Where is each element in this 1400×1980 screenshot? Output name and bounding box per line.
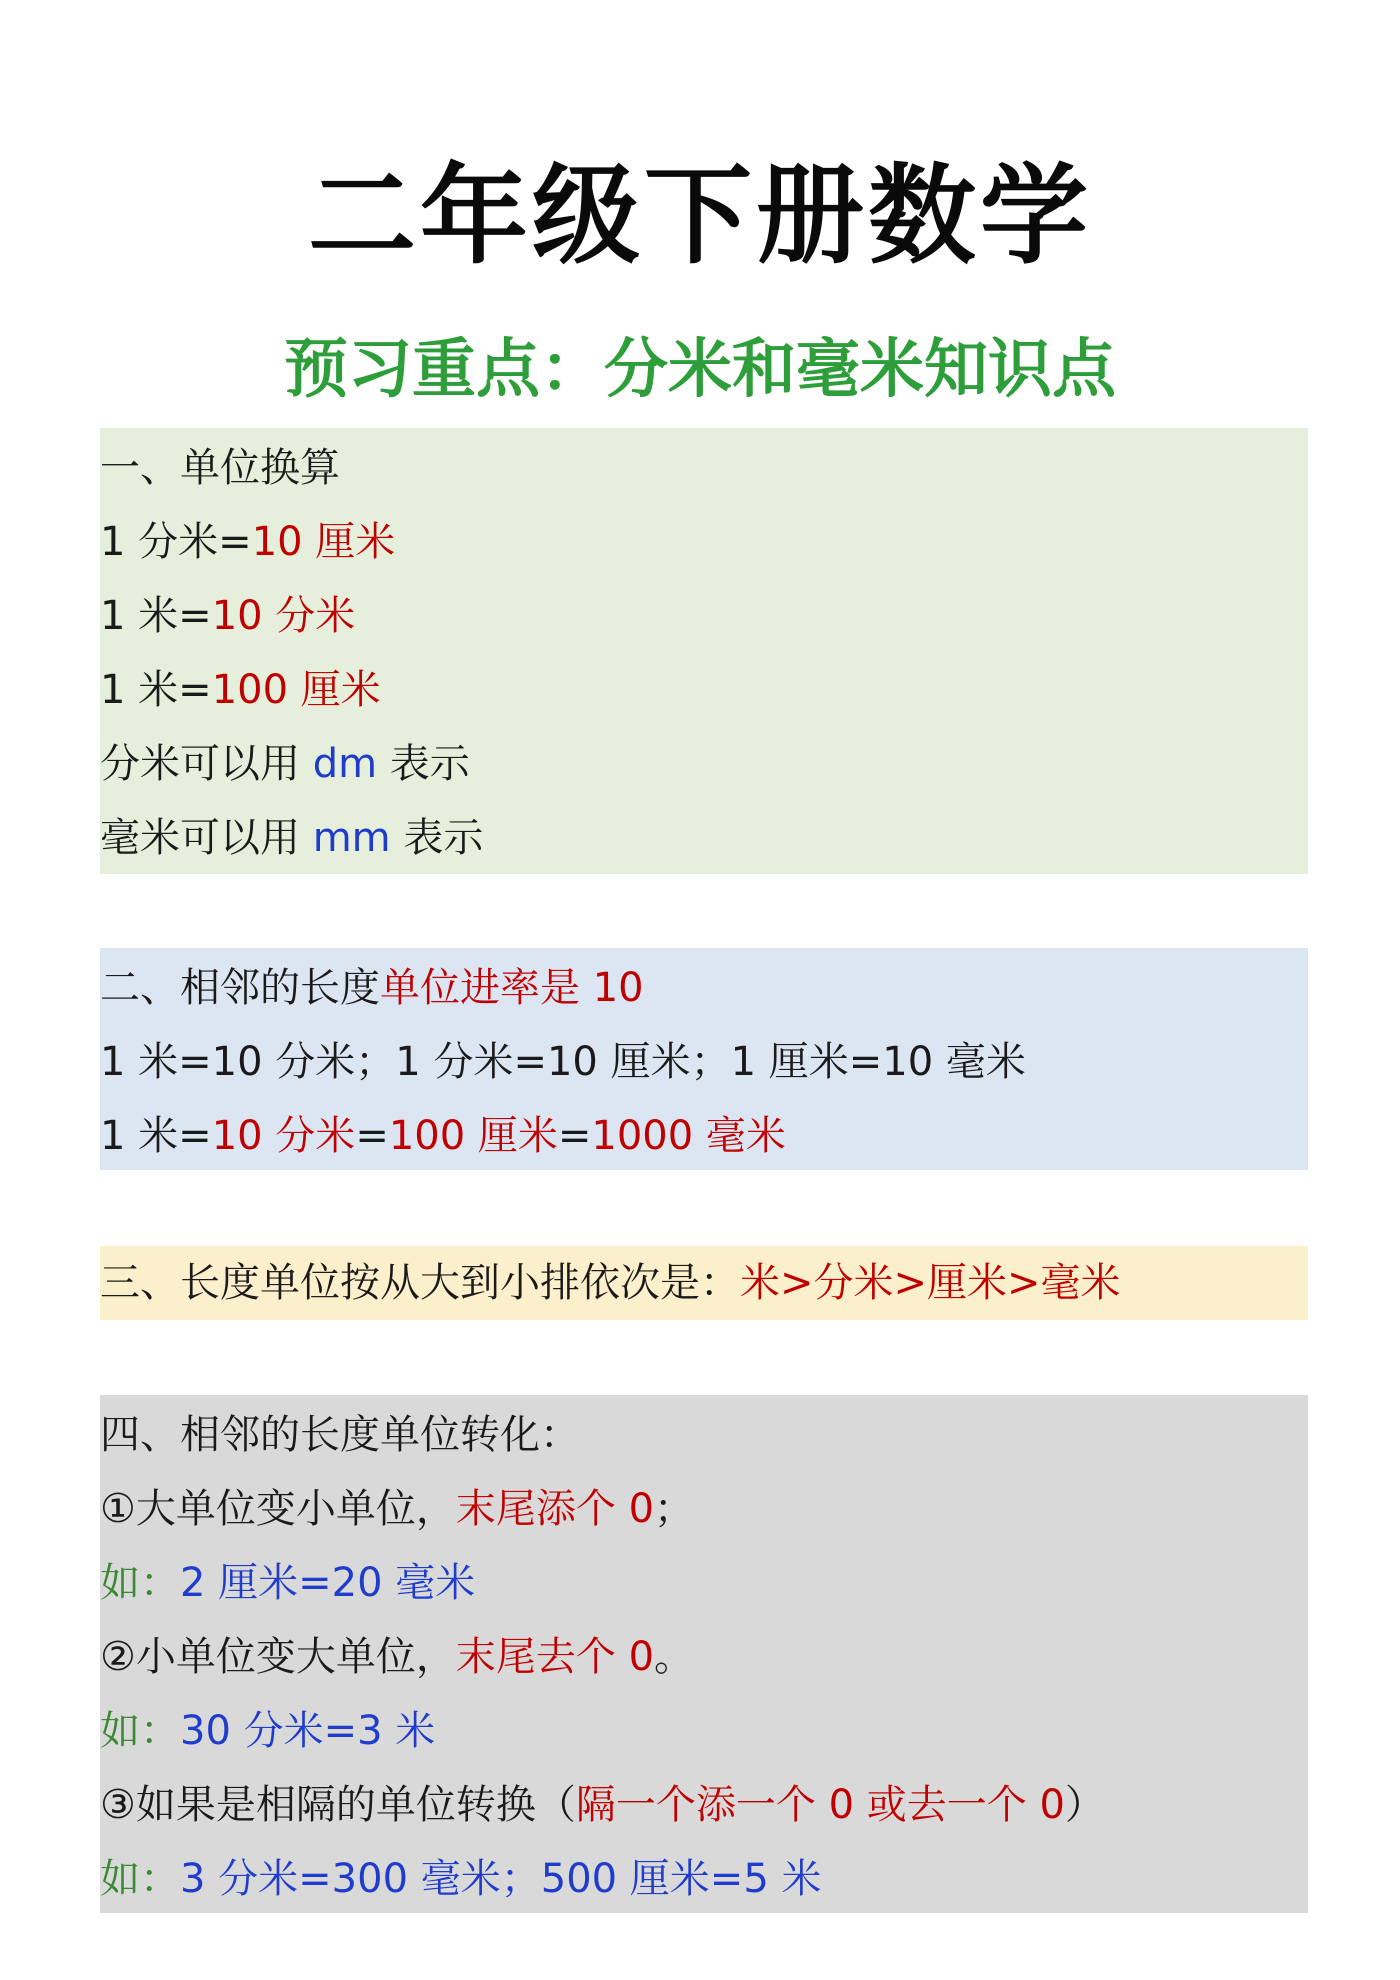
section-unit-transform — [100, 1395, 1308, 1913]
abbreviation-symbol: mm — [312, 815, 391, 861]
abbreviation-text: 表示 — [377, 741, 470, 787]
chain-line — [100, 1113, 786, 1159]
chain-part: 100 厘米 — [388, 1113, 558, 1159]
example-text: 3 分米=300 毫米；500 厘米=5 米 — [180, 1856, 822, 1902]
rate-line: 1 米=10 分米；1 分米=10 厘米；1 厘米=10 毫米 — [100, 1039, 1026, 1085]
abbreviation-symbol: dm — [312, 741, 378, 787]
example-line — [100, 1856, 822, 1902]
rule-text: ①大单位变小单位， — [100, 1486, 456, 1532]
rule-highlight: 隔一个添一个 0 或去一个 0 — [575, 1782, 1065, 1828]
abbreviation-text: 毫米可以用 — [100, 815, 313, 861]
section-heading: 一、单位换算 — [100, 445, 340, 491]
section-adjacent-rate — [100, 948, 1308, 1170]
section-heading — [100, 965, 644, 1011]
rule-highlight: 末尾添个 0 — [455, 1486, 655, 1532]
rule-line — [100, 1634, 695, 1680]
conversion-right: 10 分米 — [211, 593, 356, 639]
chain-part: = — [355, 1113, 389, 1159]
example-text: 30 分米=3 米 — [180, 1708, 436, 1754]
example-line — [100, 1708, 436, 1754]
example-text: 2 厘米=20 毫米 — [180, 1560, 476, 1606]
rule-text: ②小单位变大单位， — [100, 1634, 456, 1680]
example-label: 如： — [100, 1856, 180, 1902]
conversion-left: 1 分米= — [100, 519, 252, 565]
heading-text: 二、相邻的长度 — [100, 965, 380, 1011]
chain-part: 10 分米 — [211, 1113, 356, 1159]
section-heading: 四、相邻的长度单位转化： — [100, 1412, 580, 1458]
abbreviation-line — [100, 741, 470, 787]
conversion-left: 1 米= — [100, 667, 212, 713]
page-subtitle: 预习重点：分米和毫米知识点 — [284, 333, 1116, 407]
rule-line — [100, 1782, 1105, 1828]
conversion-right: 10 厘米 — [251, 519, 396, 565]
chain-part: 1000 毫米 — [591, 1113, 786, 1159]
example-line — [100, 1560, 476, 1606]
heading-text: 三、长度单位按从大到小排依次是： — [100, 1260, 740, 1306]
section-unit-order — [100, 1246, 1308, 1320]
rule-highlight: 末尾去个 0 — [455, 1634, 655, 1680]
section-heading — [100, 1260, 1121, 1306]
rule-line — [100, 1486, 695, 1532]
chain-part: 1 米= — [100, 1113, 212, 1159]
conversion-line — [100, 519, 396, 565]
rule-text: ③如果是相隔的单位转换（ — [100, 1782, 576, 1828]
heading-highlight: 单位进率是 10 — [380, 965, 644, 1011]
conversion-right: 100 厘米 — [211, 667, 381, 713]
conversion-left: 1 米= — [100, 593, 212, 639]
rule-text: ； — [654, 1486, 695, 1532]
rule-text: 。 — [654, 1634, 695, 1680]
page-title: 二年级下册数学 — [307, 154, 1092, 279]
example-label: 如： — [100, 1708, 180, 1754]
section-unit-conversion — [100, 428, 1308, 874]
conversion-line — [100, 593, 356, 639]
example-label: 如： — [100, 1560, 180, 1606]
abbreviation-text: 表示 — [390, 815, 484, 861]
conversion-line — [100, 667, 381, 713]
chain-part: = — [557, 1113, 592, 1159]
heading-highlight: 米>分米>厘米>毫米 — [740, 1260, 1121, 1306]
abbreviation-line — [100, 815, 484, 861]
rule-text: ） — [1064, 1782, 1105, 1828]
abbreviation-text: 分米可以用 — [100, 741, 313, 787]
